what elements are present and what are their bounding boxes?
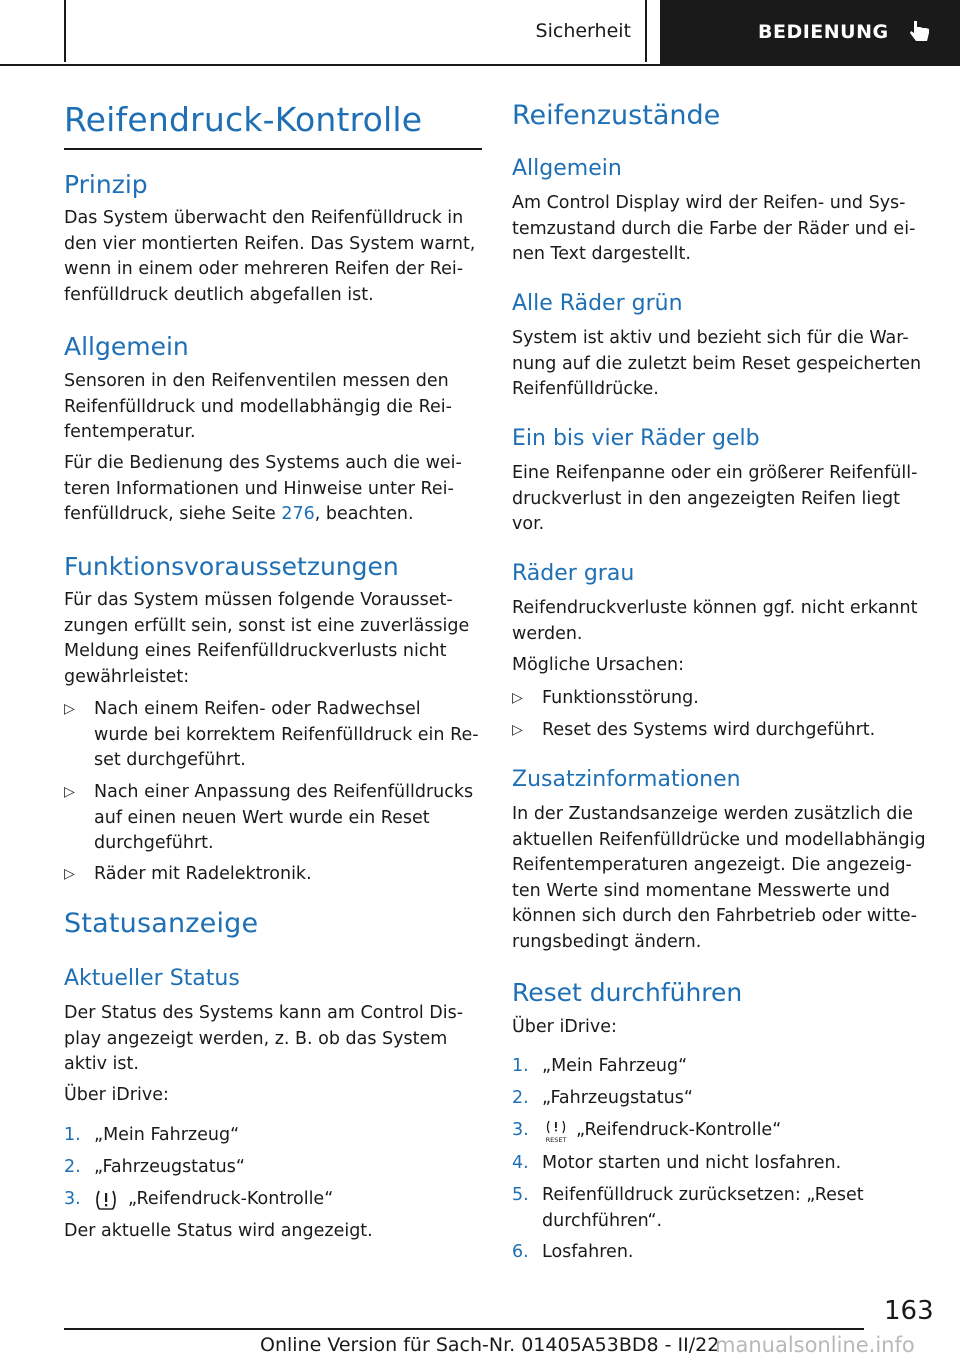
bullet-triangle-icon: ▷ <box>64 784 75 800</box>
heading-allgemein: Allgemein <box>64 332 189 361</box>
grau-text: Reifendruckverluste können ggf. nicht erkannt werden. <box>512 598 918 644</box>
tire-warning-icon <box>94 1189 118 1211</box>
page-link-276[interactable]: 276 <box>281 504 315 524</box>
bullet-triangle-icon: ▷ <box>64 701 75 717</box>
watermark: manualsonline.info <box>715 1333 915 1357</box>
header-section-tab <box>64 0 647 62</box>
allgemein-right-text: Am Control Display wird der Reifen- und Sys- temzustand durch die Farbe der Räder und ei- nen Text dargestellt. <box>512 193 916 264</box>
svg-text:RESET: RESET <box>545 1136 567 1144</box>
title-rule <box>64 148 482 150</box>
heading-alle-raeder-gruen: Alle Räder grün <box>512 291 683 316</box>
reset-idrive-label: Über iDrive: <box>512 1017 617 1037</box>
heading-statusanzeige: Statusanzeige <box>64 908 259 939</box>
footer-text: Online Version für Sach-Nr. 01405A53BD8 - II/22 <box>260 1334 720 1356</box>
bullet-triangle-icon: ▷ <box>64 866 75 882</box>
page-number: 163 <box>884 1296 934 1326</box>
heading-zusatzinformationen: Zusatzinformationen <box>512 767 741 792</box>
heading-allgemein-right: Allgemein <box>512 156 622 181</box>
tire-reset-icon <box>542 1120 570 1144</box>
header-section-label: Sicherheit <box>535 20 631 42</box>
status-text: Der Status des Systems kann am Control Dis- play angezeigt werden, z. B. ob das System aktiv ist. <box>64 1003 464 1074</box>
footer-rule <box>64 1328 864 1330</box>
allgemein-text-1: Sensoren in den Reifenventilen messen den Reifenfülldruck und modellabhängig die Rei- fentemperatur. <box>64 371 452 442</box>
page-title: Reifendruck-Kontrolle <box>64 100 423 139</box>
heading-prinzip: Prinzip <box>64 170 148 199</box>
heading-funktionsvoraussetzungen: Funktionsvoraussetzungen <box>64 552 399 581</box>
heading-reset-durchfuehren: Reset durchführen <box>512 978 743 1007</box>
heading-raeder-grau: Räder grau <box>512 561 635 586</box>
header-chapter-tab <box>660 0 960 64</box>
header-rule <box>0 64 960 66</box>
funktion-text: Für das System müssen folgende Vorausset- zungen erfüllt sein, sonst ist eine zuverlässige Meldung eines Reifenfülldruckverlusts nicht gewährleistet: <box>64 590 470 687</box>
prinzip-text: Das System überwacht den Reifenfülldruck in den vier montierten Reifen. Das System warnt, wenn in einem oder mehreren Reifen der Rei- fenfülldruck deutlich abgefallen ist. <box>64 208 476 305</box>
bullet-triangle-icon: ▷ <box>512 690 523 706</box>
allgemein-text-2: Für die Bedienung des Systems auch die wei- teren Informationen und Hinweise unter Rei- fenfülldruck, siehe Seite 276, beachten. <box>64 453 462 524</box>
gruen-text: System ist aktiv und bezieht sich für die War- nung auf die zuletzt beim Reset gespeicherten Reifenfülldrücke. <box>512 328 922 399</box>
idrive-label: Über iDrive: <box>64 1085 169 1105</box>
bullet-triangle-icon: ▷ <box>512 722 523 738</box>
heading-raeder-gelb: Ein bis vier Räder gelb <box>512 426 760 451</box>
header-chapter-label: BEDIENUNG <box>758 21 889 43</box>
heading-reifenzustaende: Reifenzustände <box>512 100 721 131</box>
heading-aktueller-status: Aktueller Status <box>64 966 240 991</box>
hand-pointer-icon <box>909 19 931 45</box>
gelb-text: Eine Reifenpanne oder ein größerer Reifenfüll- druckverlust in den angezeigten Reifen liegt vor. <box>512 463 918 534</box>
status-result-text: Der aktuelle Status wird angezeigt. <box>64 1221 373 1241</box>
zusatz-text: In der Zustandsanzeige werden zusätzlich die aktuellen Reifenfülldrücke und modellabhängig Reifentemperaturen angezeigt. Die angezeig- ten Werte sind momentane Messwerte und können sich durch den Fahrbetrieb oder witte- rungsbedingt ändern. <box>512 804 926 952</box>
ursachen-label: Mögliche Ursachen: <box>512 655 684 675</box>
